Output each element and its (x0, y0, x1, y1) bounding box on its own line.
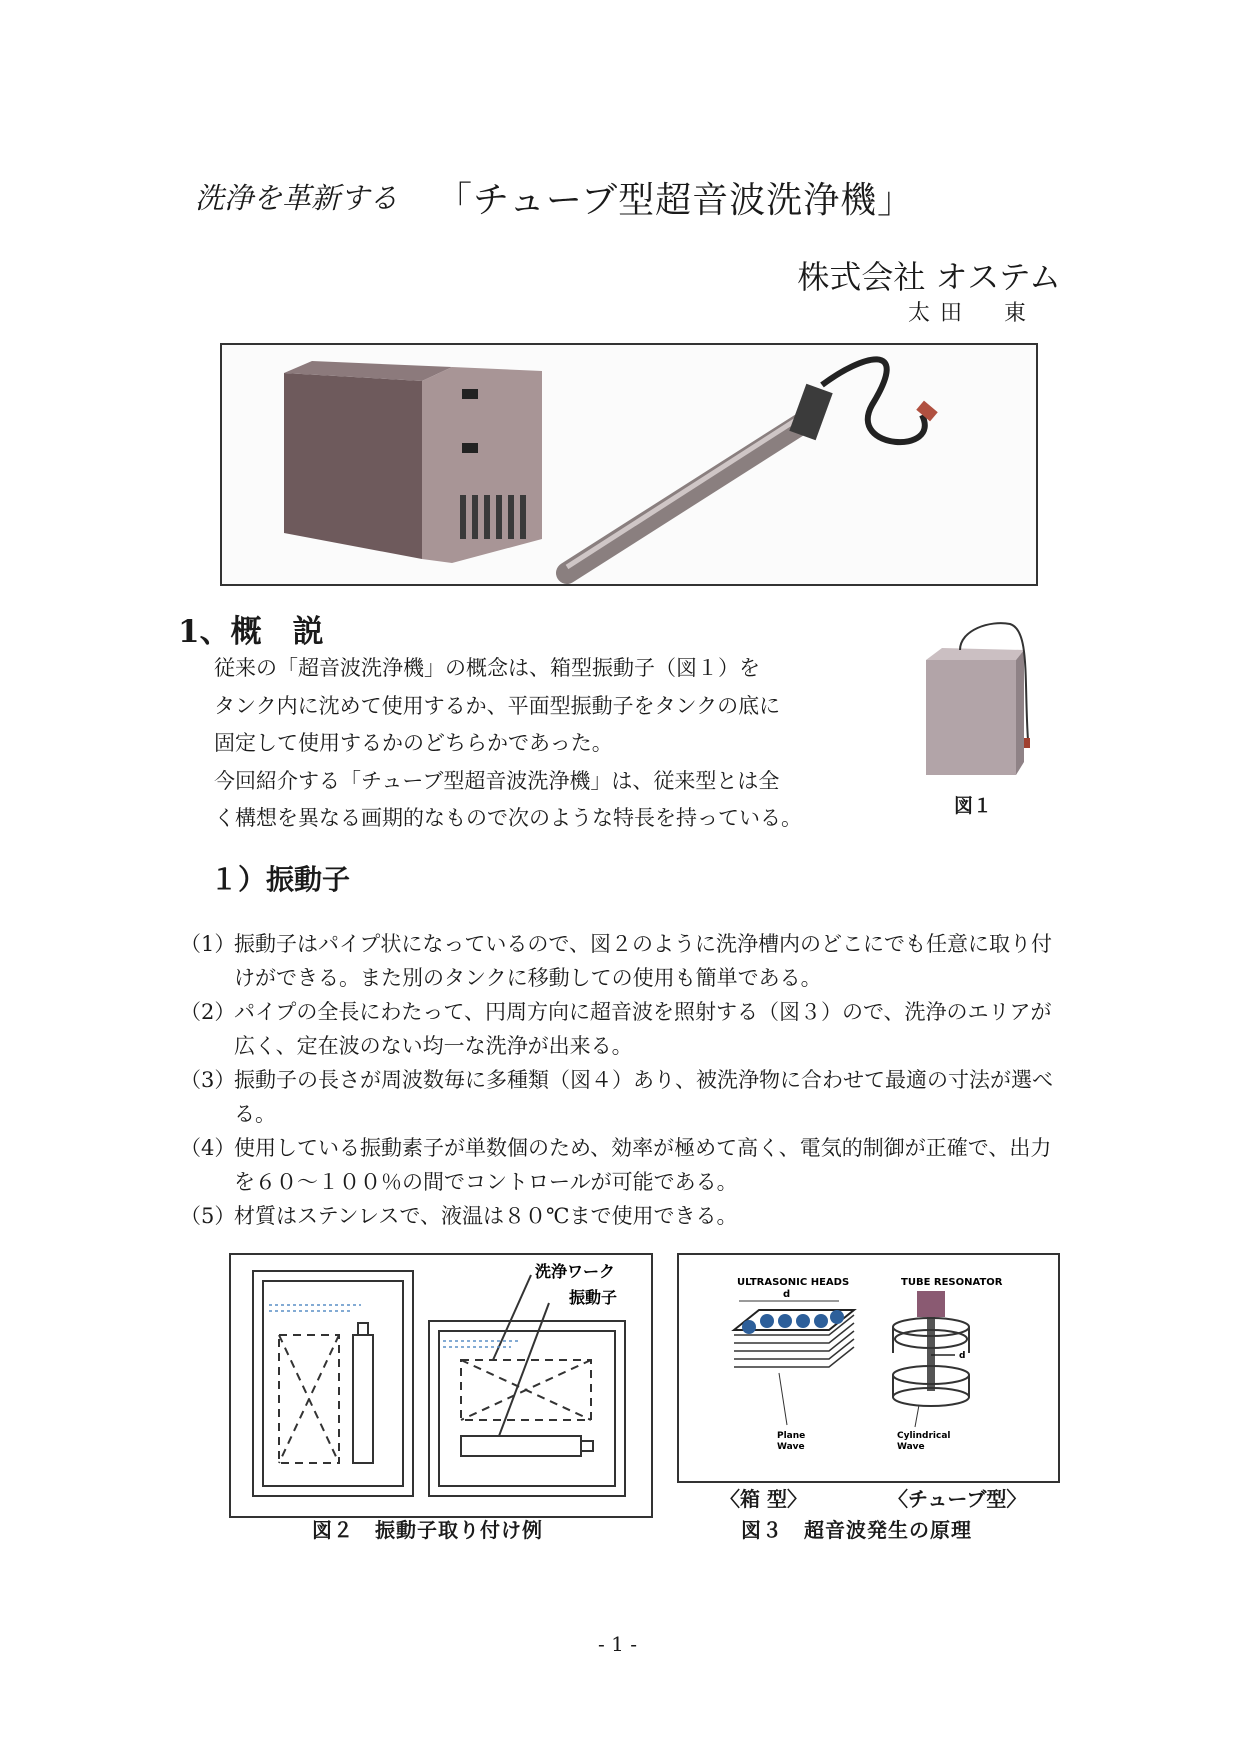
product-photo (220, 343, 1038, 586)
label-tube-resonator: TUBE RESONATOR (901, 1277, 1003, 1288)
intro-paragraph (214, 650, 854, 838)
generator-side (284, 373, 422, 559)
intro-line: 従来の「超音波洗浄機」の概念は、箱型振動子（図１）を (214, 656, 760, 680)
list-item-number: （2） (180, 1000, 236, 1024)
tube-connector (789, 384, 832, 441)
figure3-diagram (677, 1253, 1060, 1483)
list-item-text: パイプの全長にわたって、円周方向に超音波を照射する（図３）ので、洗浄のエリアが広く、定在波のない均一な洗浄が出来る。 (234, 1000, 1052, 1058)
tube-top (917, 1291, 945, 1317)
right-transducer-cap (581, 1441, 593, 1451)
right-transducer (461, 1436, 581, 1456)
generator-display-icon (462, 389, 478, 399)
list-item (180, 995, 1070, 1063)
list-item (180, 927, 1070, 995)
figure2-caption: 図２ 振動子取り付け例 (312, 1518, 543, 1542)
box-transducer-top (926, 648, 1024, 660)
left-transducer-cap (358, 1323, 368, 1335)
label-work: 洗浄ワーク (535, 1262, 616, 1281)
intro-line: 固定して使用するかのどちらかであった。 (214, 731, 613, 755)
list-item-text: 材質はステンレスで、液温は８０℃まで使用できる。 (234, 1204, 738, 1228)
subsection-heading: １）振動子 (210, 863, 351, 896)
list-item (180, 1199, 1070, 1233)
list-item (180, 1063, 1070, 1131)
figure3-caption: 図３ 超音波発生の原理 (741, 1518, 972, 1542)
list-item-number: （3） (180, 1068, 236, 1092)
figure2-diagram (229, 1253, 653, 1518)
figure2-drawing (231, 1255, 651, 1516)
tube-rod (927, 1317, 935, 1391)
plane-pointer (779, 1373, 787, 1425)
list-item (180, 1131, 1070, 1199)
list-item-number: （5） (180, 1204, 236, 1228)
list-item-number: （4） (180, 1136, 236, 1160)
figure1-box-transducer (920, 620, 1030, 780)
cyl-pointer (915, 1405, 919, 1427)
section-heading: 1、概 説 (178, 614, 324, 650)
tube-resonator (567, 417, 812, 573)
box-transducer-plug (1024, 738, 1030, 748)
label-ultrasonic-heads: ULTRASONIC HEADS (737, 1277, 850, 1288)
tube-cable (822, 359, 925, 442)
author-name: 太田 東 (907, 301, 1036, 326)
company-name: 株式会社 オステム (797, 258, 1061, 296)
list-item-number: （1） (180, 932, 236, 956)
right-tank (429, 1321, 625, 1496)
list-item-text: 振動子の長さが周波数毎に多種類（図４）あり、被洗浄物に合わせて最適の寸法が選べる。 (234, 1068, 1053, 1126)
list-item-text: 使用している振動素子が単数個のため、効率が極めて高く、電気的制御が正確で、出力を６０～１００％の間でコントロールが可能である。 (234, 1136, 1052, 1194)
figure1-caption: 図１ (954, 795, 993, 817)
figure3-drawing (679, 1255, 1058, 1481)
list-item-text: 振動子はパイプ状になっているので、図２のように洗浄槽内のどこにでも任意に取り付けができる。また別のタンクに移動しての使用も簡単である。 (234, 932, 1052, 990)
label-box-type: 〈箱 型〉 (720, 1487, 807, 1511)
right-tank-inner (439, 1331, 615, 1486)
label-cyl-wave: Wave (897, 1442, 925, 1452)
title-subtitle: 洗浄を革新する (195, 181, 399, 215)
generator-display-icon (462, 443, 478, 453)
cable-plug (916, 401, 938, 422)
label-transducer: 振動子 (569, 1288, 618, 1307)
product-photo-drawing (222, 345, 1036, 584)
label-cylindrical: Cylindrical (897, 1431, 951, 1441)
box-transducer-side (1016, 650, 1024, 775)
page-number: - 1 - (598, 1632, 637, 1656)
label-d: d (783, 1289, 791, 1300)
label-plane: Plane (777, 1431, 806, 1441)
intro-line: く構想を異なる画期的なもので次のような特長を持っている。 (214, 806, 802, 830)
label-tube-type: 〈チューブ型〉 (888, 1487, 1027, 1511)
intro-line: 今回紹介する「チューブ型超音波洗浄機」は、従来型とは全 (214, 768, 780, 793)
page-title: 「チューブ型超音波洗浄機」 (436, 180, 915, 221)
box-transducer-body (926, 660, 1016, 775)
feature-list (180, 927, 1070, 1233)
left-transducer (353, 1335, 373, 1463)
label-wave: Wave (777, 1442, 805, 1452)
tube-highlight (567, 411, 810, 567)
intro-line: タンク内に沈めて使用するか、平面型振動子をタンクの底に (214, 693, 781, 718)
label-d-tube: d (959, 1351, 966, 1361)
